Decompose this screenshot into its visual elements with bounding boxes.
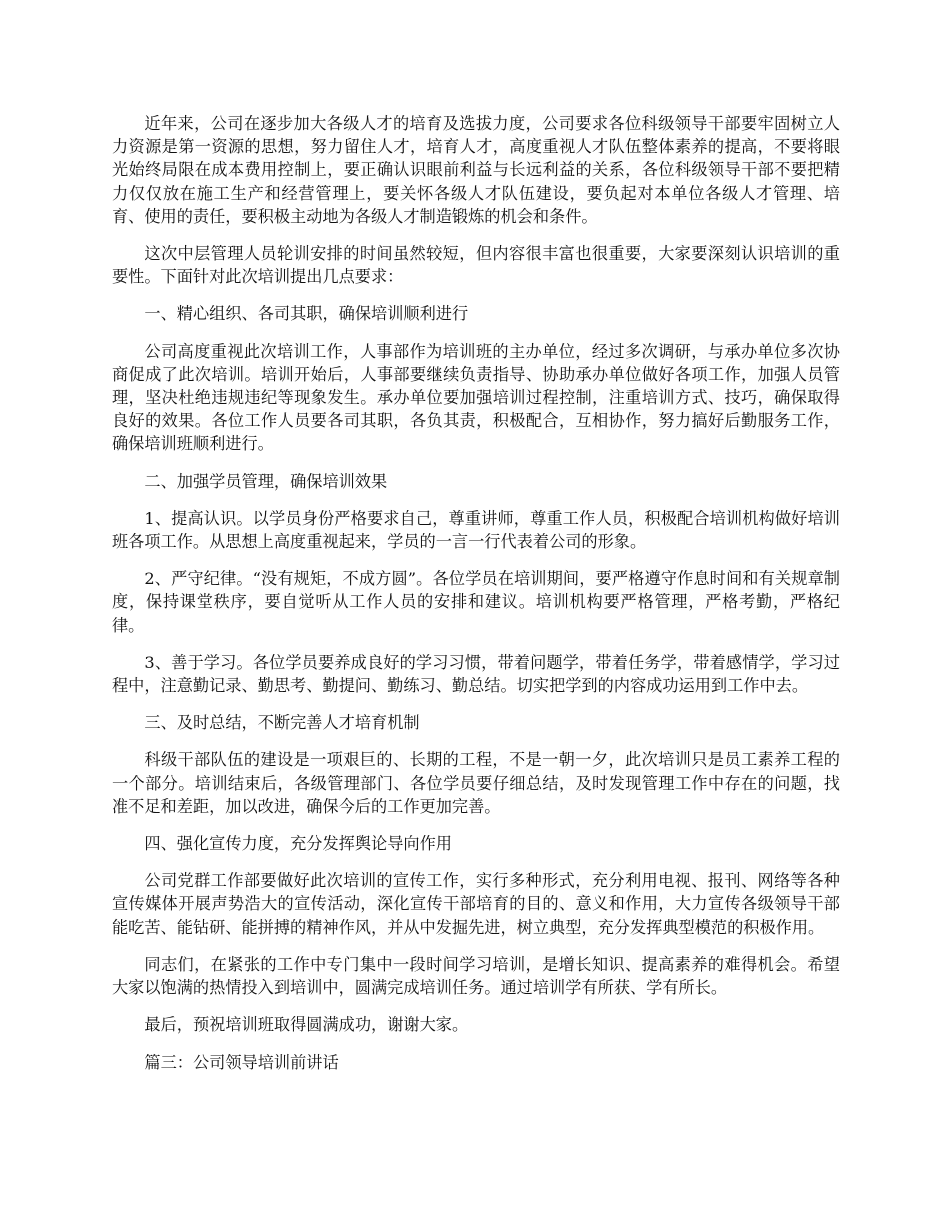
paragraph-item-learning: 3、善于学习。各位学员要养成良好的学习习惯，带着问题学，带着任务学，带着感情学，学习过程中，注意勤记录、勤思考、勤提问、勤练习、勤总结。切实把学到的内容成功运用到工作中去。 xyxy=(112,652,840,696)
paragraph-summary: 科级干部队伍的建设是一项艰巨的、长期的工程，不是一朝一夕，此次培训只是员工素养工程的一个部分。培训结束后，各级管理部门、各位学员要仔细总结，及时发现管理工作中存在的问题，找准不足和差距，加以改进，确保今后的工作更加完善。 xyxy=(112,750,840,816)
paragraph-item-discipline: 2、严守纪律。“没有规矩，不成方圆”。各位学员在培训期间，要严格遵守作息时间和有关规章制度，保持课堂秩序，要自觉听从工作人员的安排和建议。培训机构要严格管理，严格考勤，严格纪律。 xyxy=(112,569,840,635)
section-heading-1: 一、精心组织、各司其职，确保培训顺利进行 xyxy=(144,304,469,324)
paragraph-training-importance: 这次中层管理人员轮训安排的时间虽然较短，但内容很丰富也很重要，大家要深刻认识培训的重要性。下面针对此次培训提出几点要求： xyxy=(112,244,840,287)
next-section-title: 篇三：公司领导培训前讲话 xyxy=(144,1052,339,1072)
paragraph-talent-development: 近年来，公司在逐步加大各级人才的培育及选拔力度，公司要求各位科级领导干部要牢固树立人力资源是第一资源的思想，努力留住人才，培育人才，高度重视人才队伍整体素养的提高，不要将眼光始终局限在成本费用控制上，要正确认识眼前利益与长远利益的关系，各位科级领导干部不要把精力仅仅放在施工生产和经营管理上，要关怀各级人才队伍建设，要负起对本单位各级人才管理、培育、使用的责任，要积极主动地为各级人才制造锻炼的机会和条件。 xyxy=(112,114,840,226)
paragraph-closing-remarks: 同志们，在紧张的工作中专门集中一段时间学习培训，是增长知识、提高素养的难得机会。希望大家以饱满的热情投入到培训中，圆满完成培训任务。通过培训学有所获、学有所长。 xyxy=(112,954,840,998)
section-heading-3: 三、及时总结，不断完善人才培育机制 xyxy=(144,713,420,733)
paragraph-publicity: 公司党群工作部要做好此次培训的宣传工作，实行多种形式，充分利用电视、报刊、网络等各种宣传媒体开展声势浩大的宣传活动，深化宣传干部培育的目的、意义和作用，大力宣传各级领导干部能吃苦、能钻研、能拼搏的精神作风，并从中发掘先进，树立典型，充分发挥典型模范的积极作用。 xyxy=(112,871,840,937)
section-heading-4: 四、强化宣传力度，充分发挥舆论导向作用 xyxy=(144,834,452,854)
section-heading-2: 二、加强学员管理，确保培训效果 xyxy=(144,471,388,491)
document-page xyxy=(112,112,840,1088)
paragraph-final-wishes: 最后，预祝培训班取得圆满成功，谢谢大家。 xyxy=(144,1015,469,1035)
paragraph-item-awareness: 1、提高认识。以学员身份严格要求自己，尊重讲师，尊重工作人员，积极配合培训机构做好培训班各项工作。从思想上高度重视起来，学员的一言一行代表着公司的形象。 xyxy=(112,508,840,552)
paragraph-organization: 公司高度重视此次培训工作，人事部作为培训班的主办单位，经过多次调研，与承办单位多次协商促成了此次培训。培训开始后，人事部要继续负责指导、协助承办单位做好各项工作，加强人员管理，坚决杜绝违规违纪等现象发生。承办单位要加强培训过程控制，注重培训方式、技巧，确保取得良好的效果。各位工作人员要各司其职，各负其责，积极配合，互相协作，努力搞好后勤服务工作，确保培训班顺利进行。 xyxy=(112,341,840,454)
